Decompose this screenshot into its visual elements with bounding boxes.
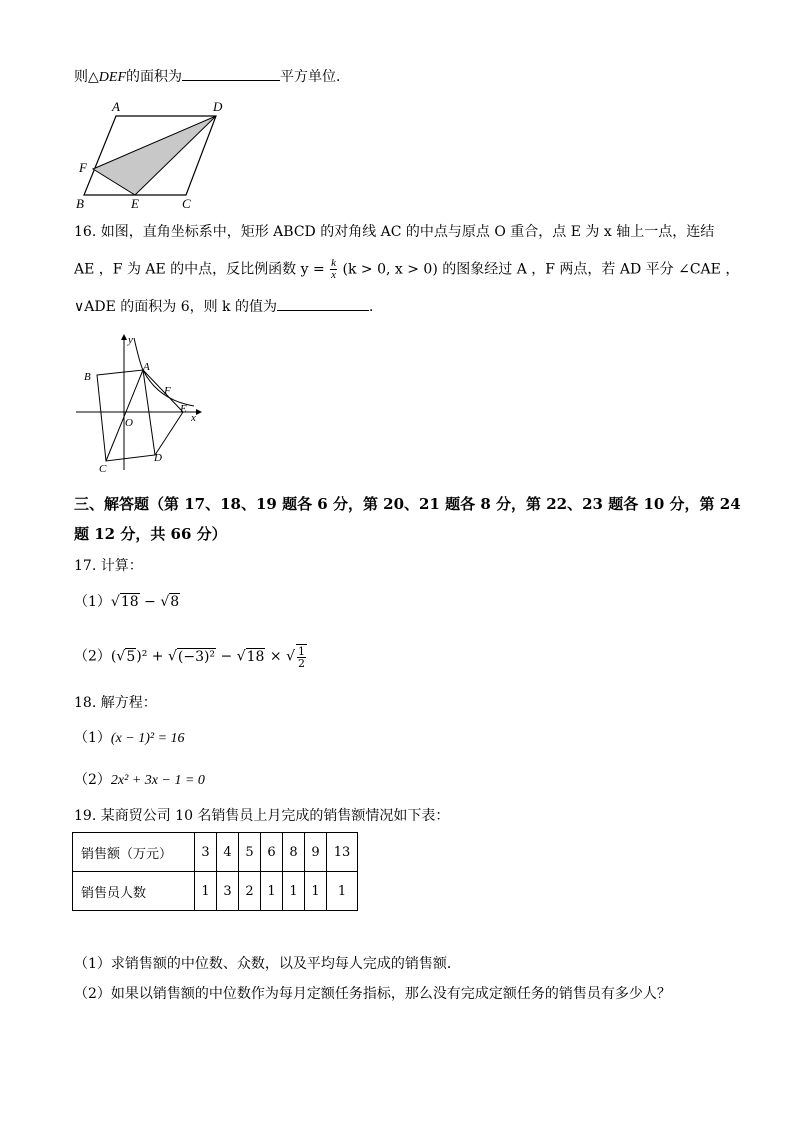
table-cell: 13 <box>327 833 358 872</box>
q19-title: 19. 某商贸公司 10 名销售员上月完成的销售额情况如下表： <box>74 808 450 824</box>
label-c: C <box>182 196 191 210</box>
label-f: F <box>164 385 171 397</box>
label-a: A <box>112 99 120 114</box>
table-cell: 4 <box>217 833 239 872</box>
table-cell: 3 <box>217 872 239 911</box>
q17-p2-r-neg3: (−3)² <box>177 648 216 665</box>
q16-line2 <box>74 258 739 281</box>
table-row <box>73 833 358 872</box>
q17-p2-label: （2） <box>74 648 111 665</box>
q16-fraction <box>330 258 337 281</box>
q15-tail-line <box>74 66 350 88</box>
q15-answer-blank <box>182 66 280 81</box>
label-b: B <box>84 371 91 383</box>
q15-suffix: 平方单位． <box>280 69 350 85</box>
q18-p2-label: （2） <box>74 772 111 788</box>
q18-part2 <box>74 770 205 791</box>
label-f: F <box>79 160 87 175</box>
q18-part1 <box>74 728 185 749</box>
table-cell: 1 <box>261 872 283 911</box>
label-o: O <box>125 417 133 429</box>
label-x: x <box>191 412 196 424</box>
q18-p1-label: （1） <box>74 730 111 746</box>
label-b: B <box>76 196 84 210</box>
q17-p2-fraction <box>296 644 307 669</box>
table-cell: 6 <box>261 833 283 872</box>
q16-answer-blank <box>277 296 369 311</box>
q18-title: 18. 解方程： <box>74 695 157 711</box>
q15-triangle-name: DEF <box>98 70 126 85</box>
label-a: A <box>143 361 150 373</box>
section-three-heading-line2: 题 12 分，共 66 分） <box>74 525 227 543</box>
q16-line2-b: (k > 0, x > 0) 的图象经过 A ，F 两点，若 AD 平分 ∠CAE ， <box>342 261 740 278</box>
x-axis-arrow <box>196 409 202 415</box>
label-c: C <box>99 463 107 475</box>
q18-p1-equation: (x − 1)² = 16 <box>110 731 185 746</box>
label-e: E <box>131 196 139 210</box>
q17-p2-r5: 5 <box>126 648 136 665</box>
q17-p2-t3: − <box>216 648 237 665</box>
label-y: y <box>128 334 133 346</box>
row-header-sales: 销售额（万元） <box>73 833 195 872</box>
q17-p2-t2: )² + <box>136 648 168 665</box>
table-cell: 9 <box>305 833 327 872</box>
label-e: E <box>180 403 187 415</box>
q17-p1-label: （1） <box>74 594 111 610</box>
q17-p1-radicand-a: 18 <box>120 594 139 610</box>
q17-p2-frac-den: 2 <box>298 657 306 670</box>
sales-table <box>72 832 358 911</box>
table-cell: 1 <box>283 872 305 911</box>
table-cell: 5 <box>239 833 261 872</box>
table-cell: 2 <box>239 872 261 911</box>
q17-part2: （2）(√5)² + √(−3)² − √18 × √ $\frac{1}{2}$ <box>74 645 306 670</box>
q15-mid: 的面积为 <box>126 69 182 85</box>
label-d: D <box>213 99 223 114</box>
q15-prefix: 则△ <box>74 69 99 85</box>
q18-p2-equation: 2x² + 3x − 1 = 0 <box>110 773 205 788</box>
q17-p1-op: − <box>139 594 161 610</box>
q15-figure <box>74 98 234 210</box>
label-d: D <box>154 452 162 464</box>
q19-part1: （1）求销售额的中位数、众数，以及平均每人完成的销售额． <box>74 956 461 972</box>
row-header-count: 销售员人数 <box>73 872 195 911</box>
q17-p2-t1: ( <box>110 648 117 665</box>
q16-frac-num: k <box>331 257 337 269</box>
segment-de <box>155 412 183 455</box>
q17-p2-r18: 18 <box>246 648 265 665</box>
table-cell: 3 <box>195 833 217 872</box>
table-cell: 1 <box>327 872 358 911</box>
q19-part2: （2）如果以销售额的中位数作为每月定额任务指标，那么没有完成定额任务的销售员有多少人？ <box>74 986 671 1002</box>
q17-title: 17. 计算： <box>74 558 143 574</box>
q16-line3-a: ∨ADE 的面积为 6，则 k 的值为 <box>74 299 277 315</box>
q16-line3-b: ． <box>369 299 383 315</box>
table-cell: 1 <box>195 872 217 911</box>
table-row <box>73 872 358 911</box>
q16-line3 <box>74 296 383 317</box>
segment-ae <box>143 370 183 412</box>
q17-p2-t4: × <box>265 648 287 665</box>
q17-p1-radicand-b: 8 <box>170 594 180 610</box>
q16-frac-den: x <box>331 269 337 281</box>
rectangle-abcd <box>97 370 155 461</box>
table-cell: 1 <box>305 872 327 911</box>
q16-figure <box>74 330 204 476</box>
table-cell: 8 <box>283 833 305 872</box>
q17-part1: （1）√18 − √8 <box>74 594 180 610</box>
q16-line2-a: AE ，F 为 AE 的中点，反比例函数 y = <box>74 261 325 278</box>
section-three-heading-line1: 三、解答题（第 17、18、19 题各 6 分，第 20、21 题各 8 分，第 22、23 题各 10 分，第 24 <box>74 495 741 513</box>
q16-line1: 16. 如图，直角坐标系中，矩形 ABCD 的对角线 AC 的中点与原点 O 重合，点 E 为 x 轴上一点，连结 <box>74 224 715 240</box>
q17-p2-frac-num: 1 <box>298 645 306 658</box>
y-axis-arrow <box>121 334 127 340</box>
